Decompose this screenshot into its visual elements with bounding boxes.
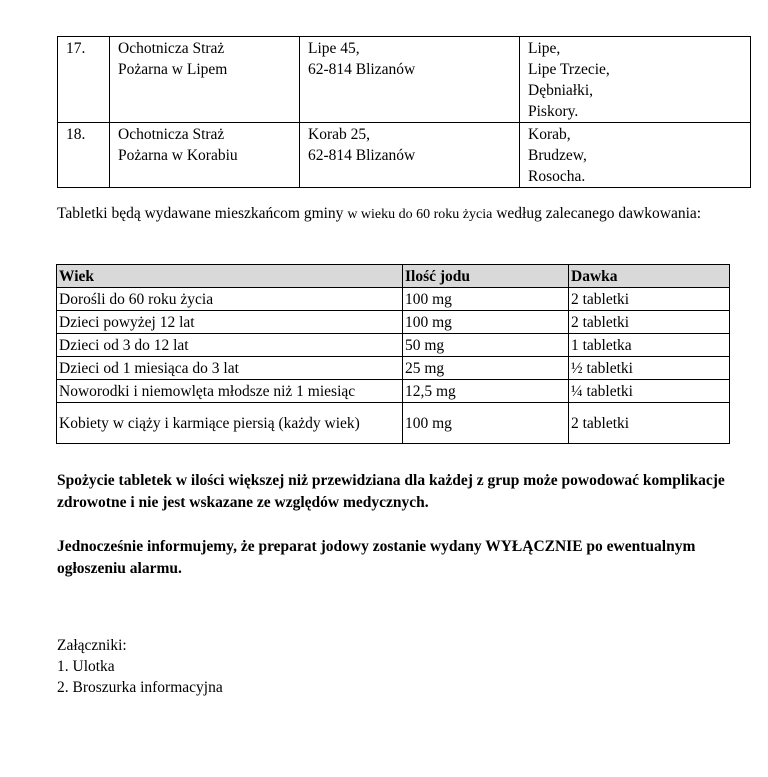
- dose-cell: 2 tabletki: [569, 311, 730, 334]
- intro-text-part3: według zalecanego dawkowania:: [492, 205, 702, 222]
- intro-text-part2: w wieku do 60 roku życia: [347, 207, 493, 222]
- header-iodine-amount: Ilość jodu: [403, 265, 569, 288]
- table-header-row: [57, 265, 730, 288]
- attachment-item: 2. Broszurka informacyjna: [57, 679, 223, 696]
- dose-cell: 1 tabletka: [569, 334, 730, 357]
- dose-cell: ¼ tabletki: [569, 380, 730, 403]
- station-address: Korab 25, 62-814 Blizanów: [300, 123, 520, 188]
- age-cell: Kobiety w ciąży i karmiące piersią (każdy wiek): [57, 403, 403, 444]
- fire-stations-table: [57, 36, 751, 188]
- dose-cell: ½ tabletki: [569, 357, 730, 380]
- age-cell: Dzieci powyżej 12 lat: [57, 311, 403, 334]
- station-name: Ochotnicza Straż Pożarna w Lipem: [110, 37, 300, 123]
- iodine-cell: 100 mg: [403, 311, 569, 334]
- age-cell: Dzieci od 1 miesiąca do 3 lat: [57, 357, 403, 380]
- iodine-cell: 25 mg: [403, 357, 569, 380]
- served-villages: Korab, Brudzew, Rosocha.: [520, 123, 751, 188]
- table-row: [57, 311, 730, 334]
- header-dose: Dawka: [569, 265, 730, 288]
- table-row: [58, 37, 751, 123]
- age-cell: Dzieci od 3 do 12 lat: [57, 334, 403, 357]
- attachment-item: 1. Ulotka: [57, 658, 115, 675]
- dose-cell: 2 tabletki: [569, 288, 730, 311]
- header-age: Wiek: [57, 265, 403, 288]
- dosage-table: [56, 264, 730, 444]
- attachments-section: [57, 635, 457, 698]
- station-name: Ochotnicza Straż Pożarna w Korabiu: [110, 123, 300, 188]
- row-number: 18.: [58, 123, 110, 188]
- station-address: Lipe 45, 62-814 Blizanów: [300, 37, 520, 123]
- dose-cell: 2 tabletki: [569, 403, 730, 444]
- table-row: [57, 288, 730, 311]
- served-villages: Lipe, Lipe Trzecie, Dębniałki, Piskory.: [520, 37, 751, 123]
- table-row: [57, 403, 730, 444]
- table-row: [58, 123, 751, 188]
- age-cell: Dorośli do 60 roku życia: [57, 288, 403, 311]
- dosage-warning: Spożycie tabletek w ilości większej niż przewidziana dla każdej z grup może powodować komplikacje zdrowotne i nie jest wskazane ze względów medycznych.: [57, 472, 725, 511]
- table-row: [57, 334, 730, 357]
- iodine-cell: 100 mg: [403, 288, 569, 311]
- table-row: [57, 380, 730, 403]
- row-number: 17.: [58, 37, 110, 123]
- intro-paragraph: [57, 203, 747, 225]
- iodine-cell: 100 mg: [403, 403, 569, 444]
- iodine-cell: 12,5 mg: [403, 380, 569, 403]
- attachments-heading: Załączniki:: [57, 637, 127, 654]
- alarm-notice: Jednocześnie informujemy, że preparat jodowy zostanie wydany WYŁĄCZNIE po ewentualnym ogłoszeniu alarmu.: [57, 538, 696, 577]
- table-row: [57, 357, 730, 380]
- age-cell: Noworodki i niemowlęta młodsze niż 1 miesiąc: [57, 380, 403, 403]
- iodine-cell: 50 mg: [403, 334, 569, 357]
- intro-text-part1: Tabletki będą wydawane mieszkańcom gminy: [57, 205, 348, 222]
